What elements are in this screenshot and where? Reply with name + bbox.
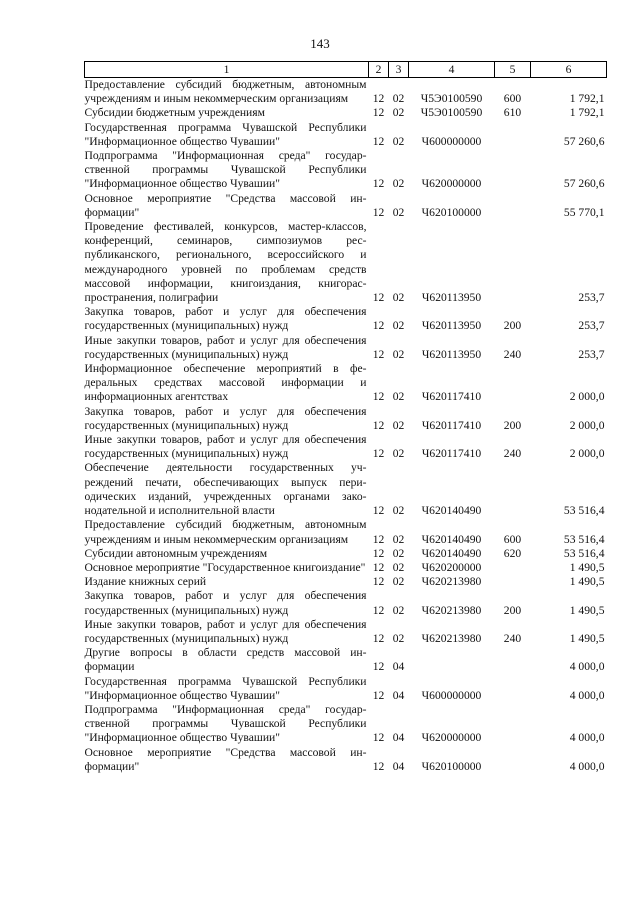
- row-subsection: 04: [392, 660, 405, 674]
- table-row: [85, 518, 607, 546]
- table-row: [85, 461, 607, 518]
- row-amount: 2 000,0: [569, 418, 605, 432]
- row-expense-type: [495, 675, 531, 703]
- row-expense-type: [495, 121, 531, 149]
- row-amount: 253,7: [578, 347, 605, 361]
- table-row: [85, 78, 607, 107]
- row-amount: 53 516,4: [563, 546, 605, 560]
- row-subsection: 02: [392, 177, 405, 191]
- row-name: Иные закупки товаров, работ и услуг для обеспечения государственных (муниципальных) нужд: [84, 333, 367, 361]
- row-amount: 4 000,0: [569, 731, 605, 745]
- row-name: Информационное обеспечение мероприятий в федеральных средствах массовой информации и информационных агентствах: [84, 362, 367, 404]
- row-expense-type: 200: [503, 603, 522, 617]
- row-target-article: Ч620200000: [421, 560, 482, 574]
- row-name: Обеспечение деятельности государственных учреждений печати, обеспечивающих выпуск периодических изданий, учрежденных органами законодательной и исполнительной власти: [84, 461, 367, 518]
- row-section: 12: [372, 631, 385, 645]
- row-subsection: 02: [392, 134, 405, 148]
- table-row: [85, 646, 607, 674]
- row-expense-type: [495, 703, 531, 746]
- row-subsection: 02: [392, 390, 405, 404]
- row-target-article: Ч620113950: [421, 291, 482, 305]
- table-row: [85, 675, 607, 703]
- row-section: 12: [372, 205, 385, 219]
- row-target-article: Ч620117410: [421, 390, 482, 404]
- row-target-article: [409, 646, 495, 674]
- row-expense-type: 600: [503, 92, 522, 106]
- row-target-article: Ч620213980: [421, 603, 482, 617]
- row-expense-type: 600: [503, 532, 522, 546]
- row-section: 12: [372, 134, 385, 148]
- row-section: 12: [372, 92, 385, 106]
- row-target-article: Ч620140490: [421, 546, 482, 560]
- table-row: [85, 547, 607, 561]
- row-section: 12: [372, 390, 385, 404]
- row-target-article: Ч600000000: [421, 134, 482, 148]
- budget-table: [84, 61, 607, 774]
- table-row: [85, 362, 607, 405]
- row-name: Государственная программа Чувашской Республики "Информационное общество Чувашии": [84, 674, 367, 702]
- row-name: Субсидии бюджетным учреждениям: [84, 106, 265, 120]
- row-subsection: 02: [392, 546, 405, 560]
- row-amount: 57 260,6: [563, 134, 605, 148]
- row-target-article: Ч620117410: [421, 447, 482, 461]
- row-target-article: Ч600000000: [421, 688, 482, 702]
- row-expense-type: 610: [503, 106, 522, 120]
- row-section: 12: [372, 319, 385, 333]
- row-expense-type: [495, 461, 531, 518]
- row-subsection: 02: [392, 504, 405, 518]
- row-target-article: Ч620140490: [421, 504, 482, 518]
- row-name: Издание книжных серий: [84, 575, 207, 589]
- row-target-article: Ч620113950: [421, 347, 482, 361]
- row-amount: 53 516,4: [563, 532, 605, 546]
- row-target-article: Ч620140490: [421, 532, 482, 546]
- row-section: 12: [372, 660, 385, 674]
- table-row: [85, 575, 607, 589]
- row-section: 12: [372, 759, 385, 773]
- row-name: Предоставление субсидий бюджетным, автономным учреждениям и иным некоммерческим организациям: [84, 518, 367, 546]
- table-row: [85, 106, 607, 120]
- row-amount: 253,7: [578, 319, 605, 333]
- row-amount: 253,7: [578, 291, 605, 305]
- row-section: 12: [372, 603, 385, 617]
- table-row: [85, 121, 607, 149]
- table-row: [85, 618, 607, 646]
- row-amount: 57 260,6: [563, 177, 605, 191]
- row-target-article: Ч620000000: [421, 731, 482, 745]
- row-name: Закупка товаров, работ и услуг для обеспечения государственных (муниципальных) нужд: [84, 589, 367, 617]
- row-subsection: 02: [392, 631, 405, 645]
- row-name: Подпрограмма "Информационная среда" государственной программы Чувашской Республики "Информационное общество Чувашии": [84, 702, 367, 745]
- row-target-article: Ч620113950: [421, 319, 482, 333]
- row-name: Другие вопросы в области средств массовой информации: [84, 646, 367, 674]
- row-expense-type: 200: [503, 418, 522, 432]
- row-amount: 53 516,4: [563, 504, 605, 518]
- row-name: Закупка товаров, работ и услуг для обеспечения государственных (муниципальных) нужд: [84, 404, 367, 432]
- row-subsection: 02: [392, 532, 405, 546]
- row-section: 12: [372, 418, 385, 432]
- row-section: 12: [372, 575, 385, 589]
- row-subsection: 02: [392, 447, 405, 461]
- row-target-article: Ч620100000: [421, 205, 482, 219]
- row-amount: 1 490,5: [569, 560, 605, 574]
- row-amount: 1 792,1: [569, 92, 605, 106]
- header-col-section: 2: [369, 62, 389, 78]
- row-target-article: Ч5Э0100590: [420, 106, 483, 120]
- row-subsection: 02: [392, 347, 405, 361]
- table-row: [85, 433, 607, 461]
- row-subsection: 02: [392, 603, 405, 617]
- row-target-article: Ч620213980: [421, 575, 482, 589]
- row-expense-type: [495, 561, 531, 575]
- row-subsection: 02: [392, 319, 405, 333]
- row-subsection: 02: [392, 291, 405, 305]
- row-expense-type: 240: [503, 631, 522, 645]
- header-col-subsection: 3: [389, 62, 409, 78]
- row-amount: 2 000,0: [569, 390, 605, 404]
- row-subsection: 02: [392, 92, 405, 106]
- row-subsection: 02: [392, 575, 405, 589]
- row-expense-type: 200: [503, 319, 522, 333]
- row-section: 12: [372, 731, 385, 745]
- row-amount: 1 490,5: [569, 575, 605, 589]
- row-name: Основное мероприятие "Государственное книгоиздание": [84, 560, 366, 574]
- row-subsection: 02: [392, 205, 405, 219]
- row-expense-type: [495, 575, 531, 589]
- row-section: 12: [372, 504, 385, 518]
- row-target-article: Ч620213980: [421, 631, 482, 645]
- row-section: 12: [372, 347, 385, 361]
- row-name: Предоставление субсидий бюджетным, автономным учреждениям и иным некоммерческим организациям: [84, 78, 367, 106]
- row-name: Проведение фестивалей, конкурсов, мастер-классов, конференций, семинаров, симпозиумов республиканского, регионального, всероссийского и международного уровней по проблемам средств массовой информации, книгоиздания, книгораспространения, полиграфии: [84, 220, 367, 305]
- row-section: 12: [372, 546, 385, 560]
- row-expense-type: [495, 220, 531, 305]
- row-target-article: Ч620100000: [421, 759, 482, 773]
- row-expense-type: [495, 192, 531, 220]
- table-row: [85, 305, 607, 333]
- table-row: [85, 561, 607, 575]
- row-subsection: 04: [392, 731, 405, 745]
- header-col-expense-type: 5: [495, 62, 531, 78]
- row-section: 12: [372, 688, 385, 702]
- table-row: [85, 220, 607, 305]
- row-target-article: Ч5Э0100590: [420, 92, 483, 106]
- row-expense-type: 240: [503, 347, 522, 361]
- row-section: 12: [372, 106, 385, 120]
- row-subsection: 02: [392, 106, 405, 120]
- row-subsection: 04: [392, 688, 405, 702]
- row-target-article: Ч620117410: [421, 418, 482, 432]
- row-target-article: Ч620000000: [421, 177, 482, 191]
- row-name: Подпрограмма "Информационная среда" государственной программы Чувашской Республики "Информационное общество Чувашии": [84, 149, 367, 191]
- row-subsection: 04: [392, 759, 405, 773]
- row-name: Основное мероприятие "Средства массовой информации": [84, 745, 367, 773]
- row-name: Государственная программа Чувашской Республики "Информационное общество Чувашии": [84, 120, 367, 148]
- table-row: [85, 149, 607, 192]
- row-amount: 1 792,1: [569, 106, 605, 120]
- row-name: Основное мероприятие "Средства массовой информации": [84, 191, 367, 219]
- header-col-name: 1: [85, 62, 369, 78]
- header-col-amount: 6: [531, 62, 607, 78]
- row-amount: 1 490,5: [569, 603, 605, 617]
- row-expense-type: [495, 646, 531, 674]
- row-section: 12: [372, 177, 385, 191]
- row-subsection: 02: [392, 418, 405, 432]
- row-expense-type: [495, 149, 531, 192]
- row-amount: 4 000,0: [569, 759, 605, 773]
- page-number: 143: [310, 36, 330, 51]
- row-name: Иные закупки товаров, работ и услуг для обеспечения государственных (муниципальных) нужд: [84, 433, 367, 461]
- table-row: [85, 334, 607, 362]
- row-expense-type: 240: [503, 447, 522, 461]
- row-section: 12: [372, 560, 385, 574]
- row-name: Субсидии автономным учреждениям: [84, 546, 268, 560]
- table-row: [85, 589, 607, 617]
- row-section: 12: [372, 291, 385, 305]
- row-expense-type: [495, 746, 531, 774]
- row-subsection: 02: [392, 560, 405, 574]
- table-row: [85, 746, 607, 774]
- table-row: [85, 192, 607, 220]
- table-row: [85, 405, 607, 433]
- row-amount: 4 000,0: [569, 688, 605, 702]
- table-header: [85, 62, 607, 78]
- row-section: 12: [372, 447, 385, 461]
- row-expense-type: 620: [503, 546, 522, 560]
- row-name: Иные закупки товаров, работ и услуг для обеспечения государственных (муниципальных) нужд: [84, 617, 367, 645]
- row-section: 12: [372, 532, 385, 546]
- row-amount: 4 000,0: [569, 660, 605, 674]
- row-amount: 2 000,0: [569, 447, 605, 461]
- row-amount: 1 490,5: [569, 631, 605, 645]
- row-amount: 55 770,1: [563, 205, 605, 219]
- row-name: Закупка товаров, работ и услуг для обеспечения государственных (муниципальных) нужд: [84, 305, 367, 333]
- table-row: [85, 703, 607, 746]
- header-col-target-article: 4: [409, 62, 495, 78]
- row-expense-type: [495, 362, 531, 405]
- header-row: [85, 62, 607, 78]
- table-body: [85, 78, 607, 774]
